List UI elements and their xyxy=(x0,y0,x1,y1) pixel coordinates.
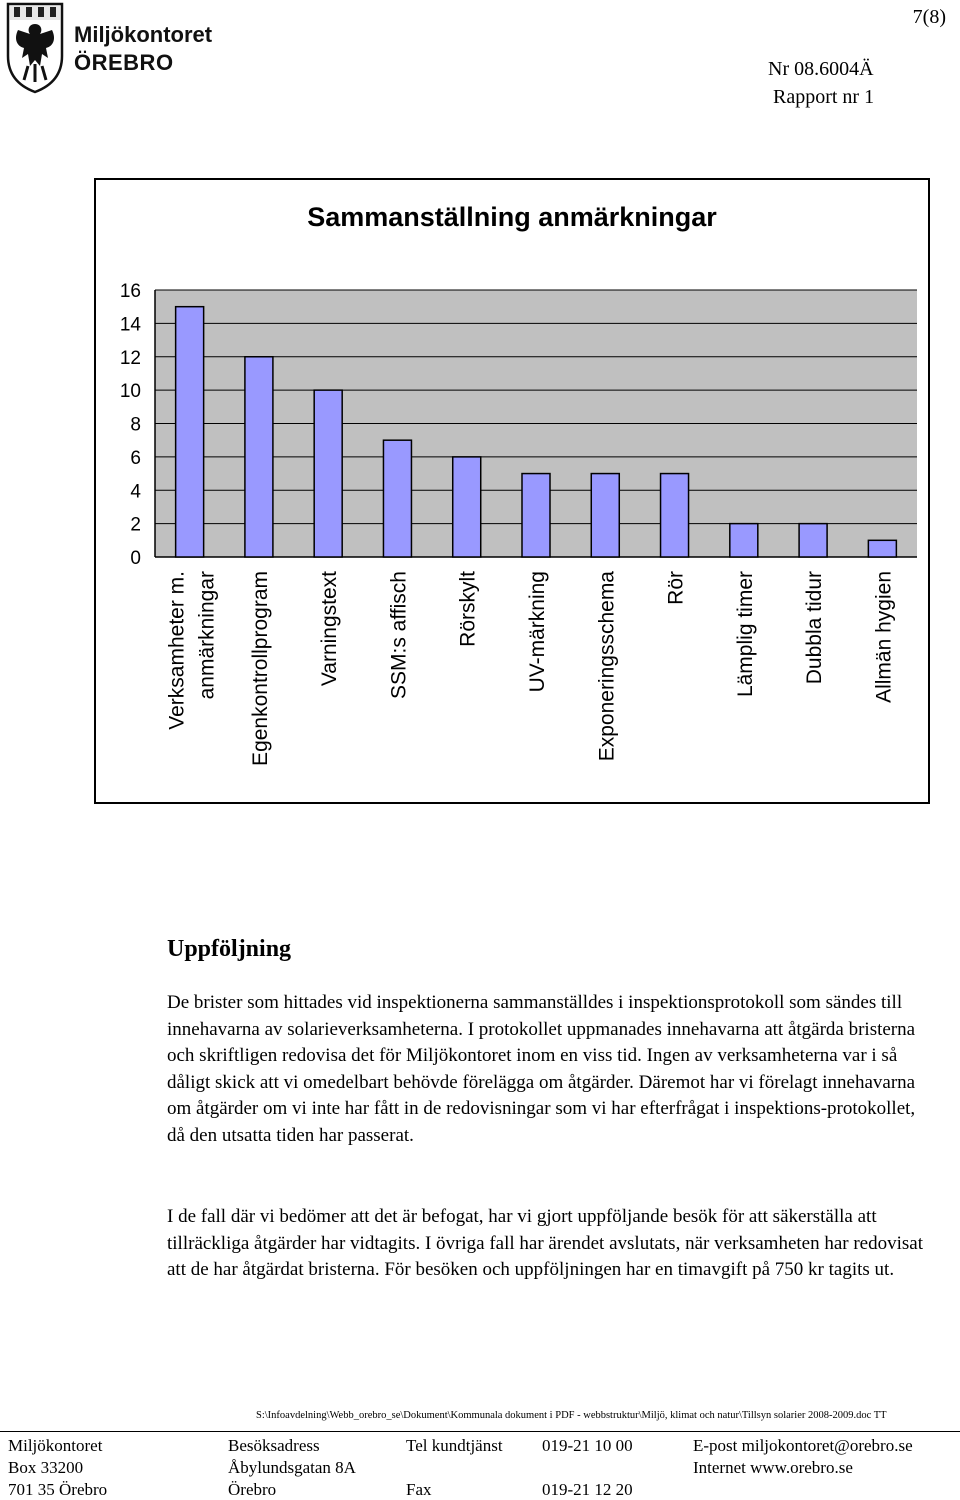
y-tick-label: 0 xyxy=(130,548,141,569)
bar xyxy=(453,457,481,557)
chart-plot xyxy=(96,180,928,802)
y-tick-label: 12 xyxy=(119,347,141,369)
file-path: S:\Infoavdelning\Webb_orebro_se\Dokument\Kommunala dokument i PDF - webbstruktur\Miljö, klimat och natur\Tillsyn solarier 2008-2009.doc TT xyxy=(256,1410,887,1421)
x-tick-label: Verksamheter m. anmärkningar xyxy=(165,571,219,730)
footer-web: Internet www.orebro.se xyxy=(693,1458,853,1477)
y-tick-label: 14 xyxy=(119,314,141,336)
bar xyxy=(591,474,619,557)
y-tick-label: 4 xyxy=(130,481,141,503)
footer-phone-label: Tel kundtjänst xyxy=(406,1436,503,1455)
footer-visit-city: Örebro xyxy=(228,1480,277,1499)
logo xyxy=(4,2,224,96)
footer-email: E-post miljokontoret@orebro.se xyxy=(693,1436,913,1455)
section-heading: Uppföljning xyxy=(167,936,292,962)
y-tick-label: 16 xyxy=(119,281,141,302)
x-tick-label: UV-märkning xyxy=(526,571,549,693)
x-tick-label: Rörskylt xyxy=(456,571,480,647)
coat-of-arms-icon xyxy=(4,2,66,94)
x-tick-label: SSM:s affisch xyxy=(387,571,411,699)
footer-fax-label: Fax xyxy=(406,1480,432,1499)
bar xyxy=(730,524,758,557)
bar xyxy=(314,390,342,557)
bar xyxy=(799,524,827,557)
x-tick-label: Lämplig timer xyxy=(733,571,757,698)
page-number: 7(8) xyxy=(912,6,946,28)
org-name: Miljökontoret xyxy=(74,22,213,47)
y-tick-label: 10 xyxy=(119,381,141,403)
paragraph-1: De brister som hittades vid inspektionerna sammanställdes i inspektionsprotokoll som sändes till innehavarna av solarieverksamheterna. I protokollet uppmanades innehavarna att åtgärda bristerna och skriftligen redovisa det för Miljökontoret inom en viss tid. Ingen av verksamheterna var i så dåligt skick att vi omedelbart behövde förelägga om åtgärder. Däremot har vi förelagt innehavarna om åtgärder om vi inte har fått in de redovisningar som vi har efterfrågat i inspektions-protokollet, då den utsatta tiden har passerat. xyxy=(167,992,916,1146)
x-tick-label: Egenkontrollprogram xyxy=(248,571,272,766)
paragraph-2: I de fall där vi bedömer att det är befogat, har vi gjort uppföljande besök för att säkerställa att tillräckliga åtgärder har vidtagits. I övriga fall har ärendet avslutats, när verksamheten har redovisat att de har åtgärdat bristerna. För besöken och uppföljningen har en timavgift på 750 kr tagits ut. xyxy=(167,1206,924,1281)
org-city: ÖREBRO xyxy=(74,50,174,75)
bar xyxy=(522,474,550,557)
footer-org: Miljökontoret xyxy=(8,1436,103,1455)
footer-visit-street: Åbylundsgatan 8A xyxy=(228,1458,356,1477)
document-number: Nr 08.6004Ä xyxy=(768,58,874,80)
footer-box: Box 33200 xyxy=(8,1458,84,1477)
y-tick-label: 6 xyxy=(130,447,141,469)
bar xyxy=(383,440,411,557)
bar xyxy=(661,474,689,557)
x-tick-label: Varningstext xyxy=(318,571,342,687)
x-tick-label: Rör xyxy=(664,571,688,605)
x-tick-label: Dubbla tidur xyxy=(803,571,827,685)
chart-title: Sammanställning anmärkningar xyxy=(307,202,717,232)
bar-chart xyxy=(94,178,930,804)
bar xyxy=(868,540,896,557)
y-tick-label: 8 xyxy=(130,414,141,436)
bar xyxy=(245,357,273,557)
footer-postal: 701 35 Örebro xyxy=(8,1480,108,1499)
footer-fax-value: 019-21 12 20 xyxy=(542,1480,633,1499)
y-tick-label: 2 xyxy=(130,514,141,536)
footer-visit-label: Besöksadress xyxy=(228,1436,320,1455)
bar xyxy=(176,307,204,557)
footer-phone-value: 019-21 10 00 xyxy=(542,1436,633,1455)
report-number: Rapport nr 1 xyxy=(773,86,875,108)
footer-divider xyxy=(0,1431,960,1432)
x-tick-label: Allmän hygien xyxy=(872,571,896,703)
x-tick-label: Exponeringsschema xyxy=(595,571,619,762)
